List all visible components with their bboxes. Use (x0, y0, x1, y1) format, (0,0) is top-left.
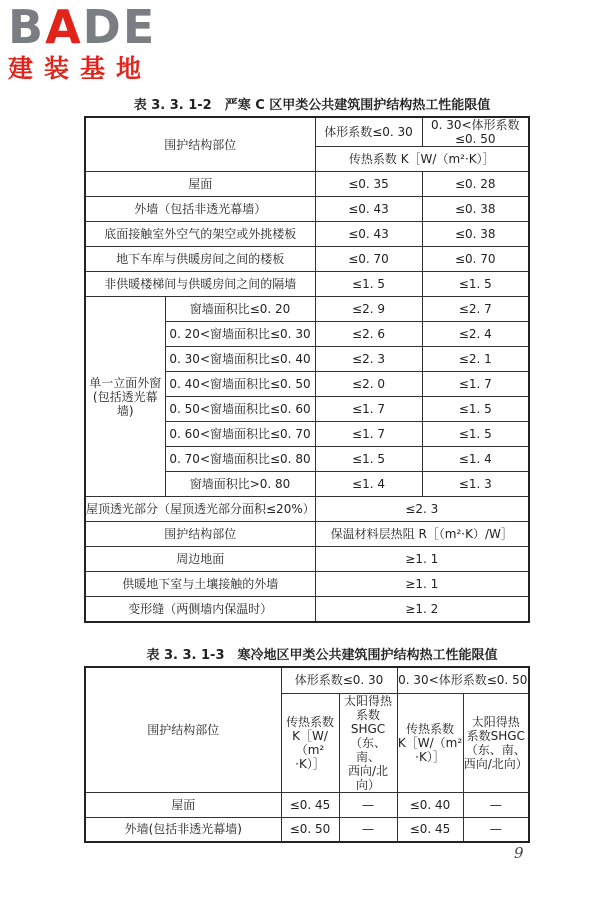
table-cold-region (84, 666, 530, 843)
table-row: 周边地面 ≥1. 1 (85, 547, 529, 572)
brand-logo (8, 0, 157, 84)
table-row: 0. 40<窗墙面积比≤0. 50 ≤2. 0 ≤1. 7 (85, 372, 529, 397)
r-header-row: 围护结构部位 保温材料层热阻 R［（m²·K）/W］ (85, 522, 529, 547)
page-number: 9 (514, 844, 524, 862)
brand-wordmark: BADE (8, 0, 157, 54)
table-row: 0. 60<窗墙面积比≤0. 70 ≤1. 7 ≤1. 5 (85, 422, 529, 447)
header-shape-b: 0. 30<体形系数≤0. 50 (397, 667, 529, 693)
table2-caption: 表 3. 3. 1-3 寒冷地区甲类公共建筑围护结构热工性能限值 (146, 648, 498, 663)
table-severe-cold-c (84, 116, 530, 623)
table-row: 屋面 ≤0. 35 ≤0. 28 (85, 172, 529, 197)
table-row: 屋面 ≤0. 45 — ≤0. 40 — (85, 792, 529, 817)
table-row: 窗墙面积比>0. 80 ≤1. 4 ≤1. 3 (85, 472, 529, 497)
table-row: 非供暖楼梯间与供暖房间之间的隔墙 ≤1. 5 ≤1. 5 (85, 272, 529, 297)
header-k: 传热系数 K［W/（m² ·K）］ (281, 693, 339, 792)
table-row: 外墙(包括非透光幕墙) ≤0. 50 — ≤0. 45 — (85, 817, 529, 842)
table-row: 0. 70<窗墙面积比≤0. 80 ≤1. 5 ≤1. 4 (85, 447, 529, 472)
table1-caption: 表 3. 3. 1-2 严寒 C 区甲类公共建筑围护结构热工性能限值 (133, 98, 491, 113)
header-part: 围护结构部位 (85, 667, 281, 792)
header-shape-b: 0. 30<体形系数≤0. 50 (422, 117, 529, 147)
header-shape-a: 体形系数≤0. 30 (315, 117, 422, 147)
header-k: 传热系数 K［W/（m² ·K）］ (397, 693, 463, 792)
header-part: 围护结构部位 (85, 117, 315, 172)
table-row: 底面接触室外空气的架空或外挑楼板 ≤0. 43 ≤0. 38 (85, 222, 529, 247)
table-row: 0. 30<窗墙面积比≤0. 40 ≤2. 3 ≤2. 1 (85, 347, 529, 372)
table-row: 0. 20<窗墙面积比≤0. 30 ≤2. 6 ≤2. 4 (85, 322, 529, 347)
table-row: 外墙（包括非透光幕墙） ≤0. 43 ≤0. 38 (85, 197, 529, 222)
table-row: 变形缝（两侧墙内保温时） ≥1. 2 (85, 597, 529, 622)
header-k-unit: 传热系数 K［W/（m²·K）］ (315, 147, 529, 172)
table-row: 屋顶透光部分（屋顶透光部分面积≤20%） ≤2. 3 (85, 497, 529, 522)
header-shgc: 太阳得热 系数SHGC （东、南、 西向/北向） (339, 693, 397, 792)
table-row: 单一立面外窗 (包括透光幕墙) 窗墙面积比≤0. 20 ≤2. 9 ≤2. 7 (85, 297, 529, 322)
brand-subtitle: 建装基地 (8, 54, 153, 83)
table-row: 地下车库与供暖房间之间的楼板 ≤0. 70 ≤0. 70 (85, 247, 529, 272)
window-group-label: 单一立面外窗 (包括透光幕墙) (85, 297, 165, 497)
table-row: 0. 50<窗墙面积比≤0. 60 ≤1. 7 ≤1. 5 (85, 397, 529, 422)
table-row: 供暖地下室与土壤接触的外墙 ≥1. 1 (85, 572, 529, 597)
header-shape-a: 体形系数≤0. 30 (281, 667, 397, 693)
header-shgc: 太阳得热 系数SHGC （东、南、 西向/北向） (463, 693, 529, 792)
